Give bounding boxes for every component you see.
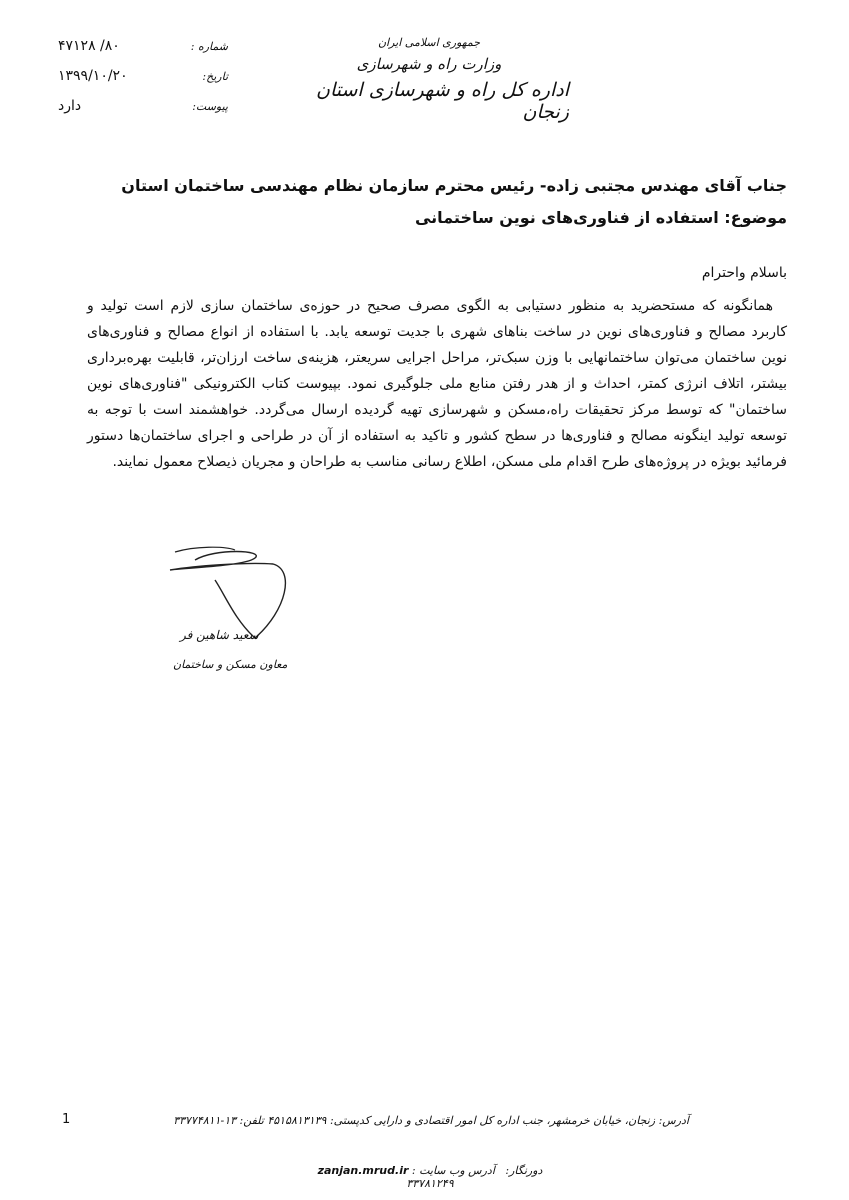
website-link[interactable]: zanjan.mrud.ir [317,1164,409,1177]
website-label: : آدرس وب سایت [411,1164,495,1177]
number-label: شماره : [190,40,228,53]
signatory-title: معاون مسکن و ساختمان [173,658,288,671]
meta-attachment-row [58,98,228,128]
attachment-label: پیوست: [192,100,228,113]
signature-block [155,540,305,690]
body-paragraph: همانگونه که مستحضرید به منظور دستیابی به الگوی مصرف صحیح در حوزه‌ی ساختمان سازی لازم است تولید و کاربرد مصالح و فناوری‌های نوین در ساخت بناهای شهری با جدیت توسعه یابد. با استفاده از انواع مصالح و فناوری‌های نوین ساختمان می‌توان ساختمانهایی با وزن سبک‌تر، مراحل اجرایی سریعتر، هزینه‌ی ساخت ارزان‌تر، قابلیت بهره‌برداری بیشتر، اتلاف انرژی کمتر، احداث و از هدر رفتن منابع ملی جلوگیری نمود. بپیوست کتاب الکترونیکی "فناوری‌های نوین ساختمان" که توسط مرکز تحقیقات راه،مسکن و شهرسازی تهیه گردیده ارسال می‌گردد. خواهشمند است با توجه به توسعه تولید اینگونه مصالح و فناوری‌ها در سطح کشور و تاکید به استفاده از آن در طراحی و اجرای ساختمان‌ها دستور فرمائید بویژه در پروژه‌های طرح اقدام ملی مسکن، اطلاع رسانی مناسب به طراحان و مجریان ذیصلاح معمول نمایند. [87,298,787,470]
attachment-value: دارد [58,98,82,114]
signatory-name: سعید شاهین فر [180,628,259,642]
date-value: ۱۳۹۹/۱۰/۲۰ [58,68,128,84]
meta-number-row [58,38,228,68]
subject-line: موضوع: استفاده از فناوری‌های نوین ساختمانی [414,208,787,227]
letterhead-office: اداره کل راه و شهرسازی استان زنجان [316,79,569,123]
letterhead [279,36,579,123]
letterhead-ministry: وزارت راه و شهرسازی [356,55,502,73]
addressee-line: جناب آقای مهندس مجتبی زاده- رئیس محترم سازمان نظام مهندسی ساختمان استان [121,176,787,195]
date-label: تاریخ: [202,70,228,83]
letterhead-country: جمهوری اسلامی ایران [377,36,481,49]
addressee-block [47,176,787,240]
page-number: 1 [62,1112,71,1127]
footer-address: آدرس: زنجان، خیابان خرمشهر، جنب اداره کل امور اقتصادی و دارایی کدپستی: ۴۵۱۵۸۱۳۱۳۹ تلفن: ۱۳-۳۳۷۷۴۸۱۱ [173,1114,689,1127]
meta-date-row [58,68,228,98]
greeting: باسلام واحترام [701,265,787,281]
footer-contact [300,1164,560,1190]
fax-number: دورنگار: ۳۳۷۸۱۲۴۹ [406,1164,543,1190]
letter-body [87,265,787,475]
letter-meta [58,38,228,128]
number-value: ۸۰/ ۴۷۱۲۸ [58,38,120,54]
